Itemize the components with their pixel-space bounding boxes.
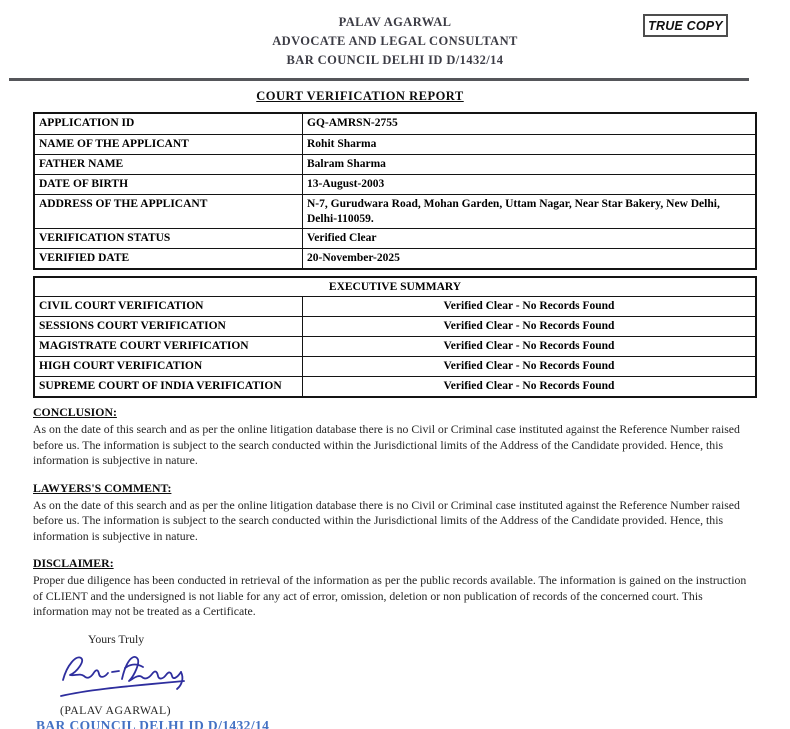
row-label: VERIFICATION STATUS [35,229,303,248]
header-divider [9,78,749,81]
row-label: CIVIL COURT VERIFICATION [35,297,303,316]
report-title: COURT VERIFICATION REPORT [256,89,464,103]
signature-image [56,649,790,703]
report-title-wrap [0,87,720,105]
row-label: APPLICATION ID [35,114,303,134]
disclaimer-section [33,556,760,620]
row-label: FATHER NAME [35,155,303,174]
closing-line: Yours Truly [88,631,145,646]
advocate-name: PALAV AGARWAL [338,15,452,29]
table-row [35,336,755,356]
table-row [35,356,755,376]
row-label: VERIFIED DATE [35,249,303,268]
row-label: MAGISTRATE COURT VERIFICATION [35,337,303,356]
row-value: Verified Clear [307,232,377,244]
row-value: GQ-AMRSN-2755 [307,117,398,129]
row-label: SUPREME COURT OF INDIA VERIFICATION [35,377,303,396]
table-row [35,174,755,194]
signatory-name: (PALAV AGARWAL) [60,702,171,717]
table-row [35,376,755,396]
table-row [35,228,755,248]
advocate-title: ADVOCATE AND LEGAL CONSULTANT [272,34,518,48]
lawyers-comment-section [33,481,760,545]
table-row [35,296,755,316]
row-value: Verified Clear - No Records Found [443,380,615,392]
narrative-sections [33,405,760,620]
row-label: HIGH COURT VERIFICATION [35,357,303,376]
true-copy-stamp [643,14,728,37]
table-row [35,194,755,228]
row-value: 13-August-2003 [307,178,385,190]
conclusion-heading: CONCLUSION: [33,405,117,419]
row-label: DATE OF BIRTH [35,175,303,194]
executive-summary-table [33,276,757,398]
true-copy-stamp-label: TRUE COPY [648,18,723,33]
signatory-bar-id: BAR COUNCIL DELHI ID D/1432/14 [36,717,270,729]
row-value: Rohit Sharma [307,138,377,150]
conclusion-section [33,405,760,469]
handwritten-signature-icon [56,649,196,703]
lawyers-comment-body: As on the date of this search and as per the online litigation database there is no Civil or Criminal case instituted against the Reference Number raised before us. The information is subject to the search conducted within the Jurisdictional limits of the Address of the Candidate provided. Hence, this information is subjective in nature. [33,497,740,543]
row-label: ADDRESS OF THE APPLICANT [35,195,303,228]
row-value: Verified Clear - No Records Found [443,300,615,312]
row-value: Verified Clear - No Records Found [443,340,615,352]
lawyers-comment-heading: LAWYERS'S COMMENT: [33,480,172,495]
row-value: Verified Clear - No Records Found [443,360,615,372]
row-value: N-7, Gurudwara Road, Mohan Garden, Uttam Nagar, Near Star Bakery, New Delhi, Delhi-110059. [307,198,720,225]
table-row [35,134,755,154]
table-row [35,114,755,134]
conclusion-body: As on the date of this search and as per the online litigation database there is no Civil or Criminal case instituted against the Reference Number raised before us. The information is subject to the search conducted within the Jurisdictional limits of the Address of the Candidate provided. Hence, this information is subjective in nature. [33,422,740,467]
disclaimer-body: Proper due diligence has been conducted in retrieval of the information as per the public records available. The information is gained on the instruction of CLIENT and the undersigned is not liable for any act of error, omission, deletion or non publication of records of the concerned court. This information may not be treated as a Certificate. [33,573,747,618]
table-row [35,248,755,268]
table-row [35,316,755,336]
executive-summary-title: EXECUTIVE SUMMARY [328,281,462,293]
row-value: Verified Clear - No Records Found [443,320,615,332]
applicant-details-table [33,112,757,270]
row-label: SESSIONS COURT VERIFICATION [35,317,303,336]
row-value: 20-November-2025 [307,252,400,264]
row-value: Balram Sharma [307,158,386,170]
advocate-bar-id: BAR COUNCIL DELHI ID D/1432/14 [286,53,504,67]
disclaimer-heading: DISCLAIMER: [33,556,114,570]
row-label: NAME OF THE APPLICANT [35,135,303,154]
table-row [35,154,755,174]
